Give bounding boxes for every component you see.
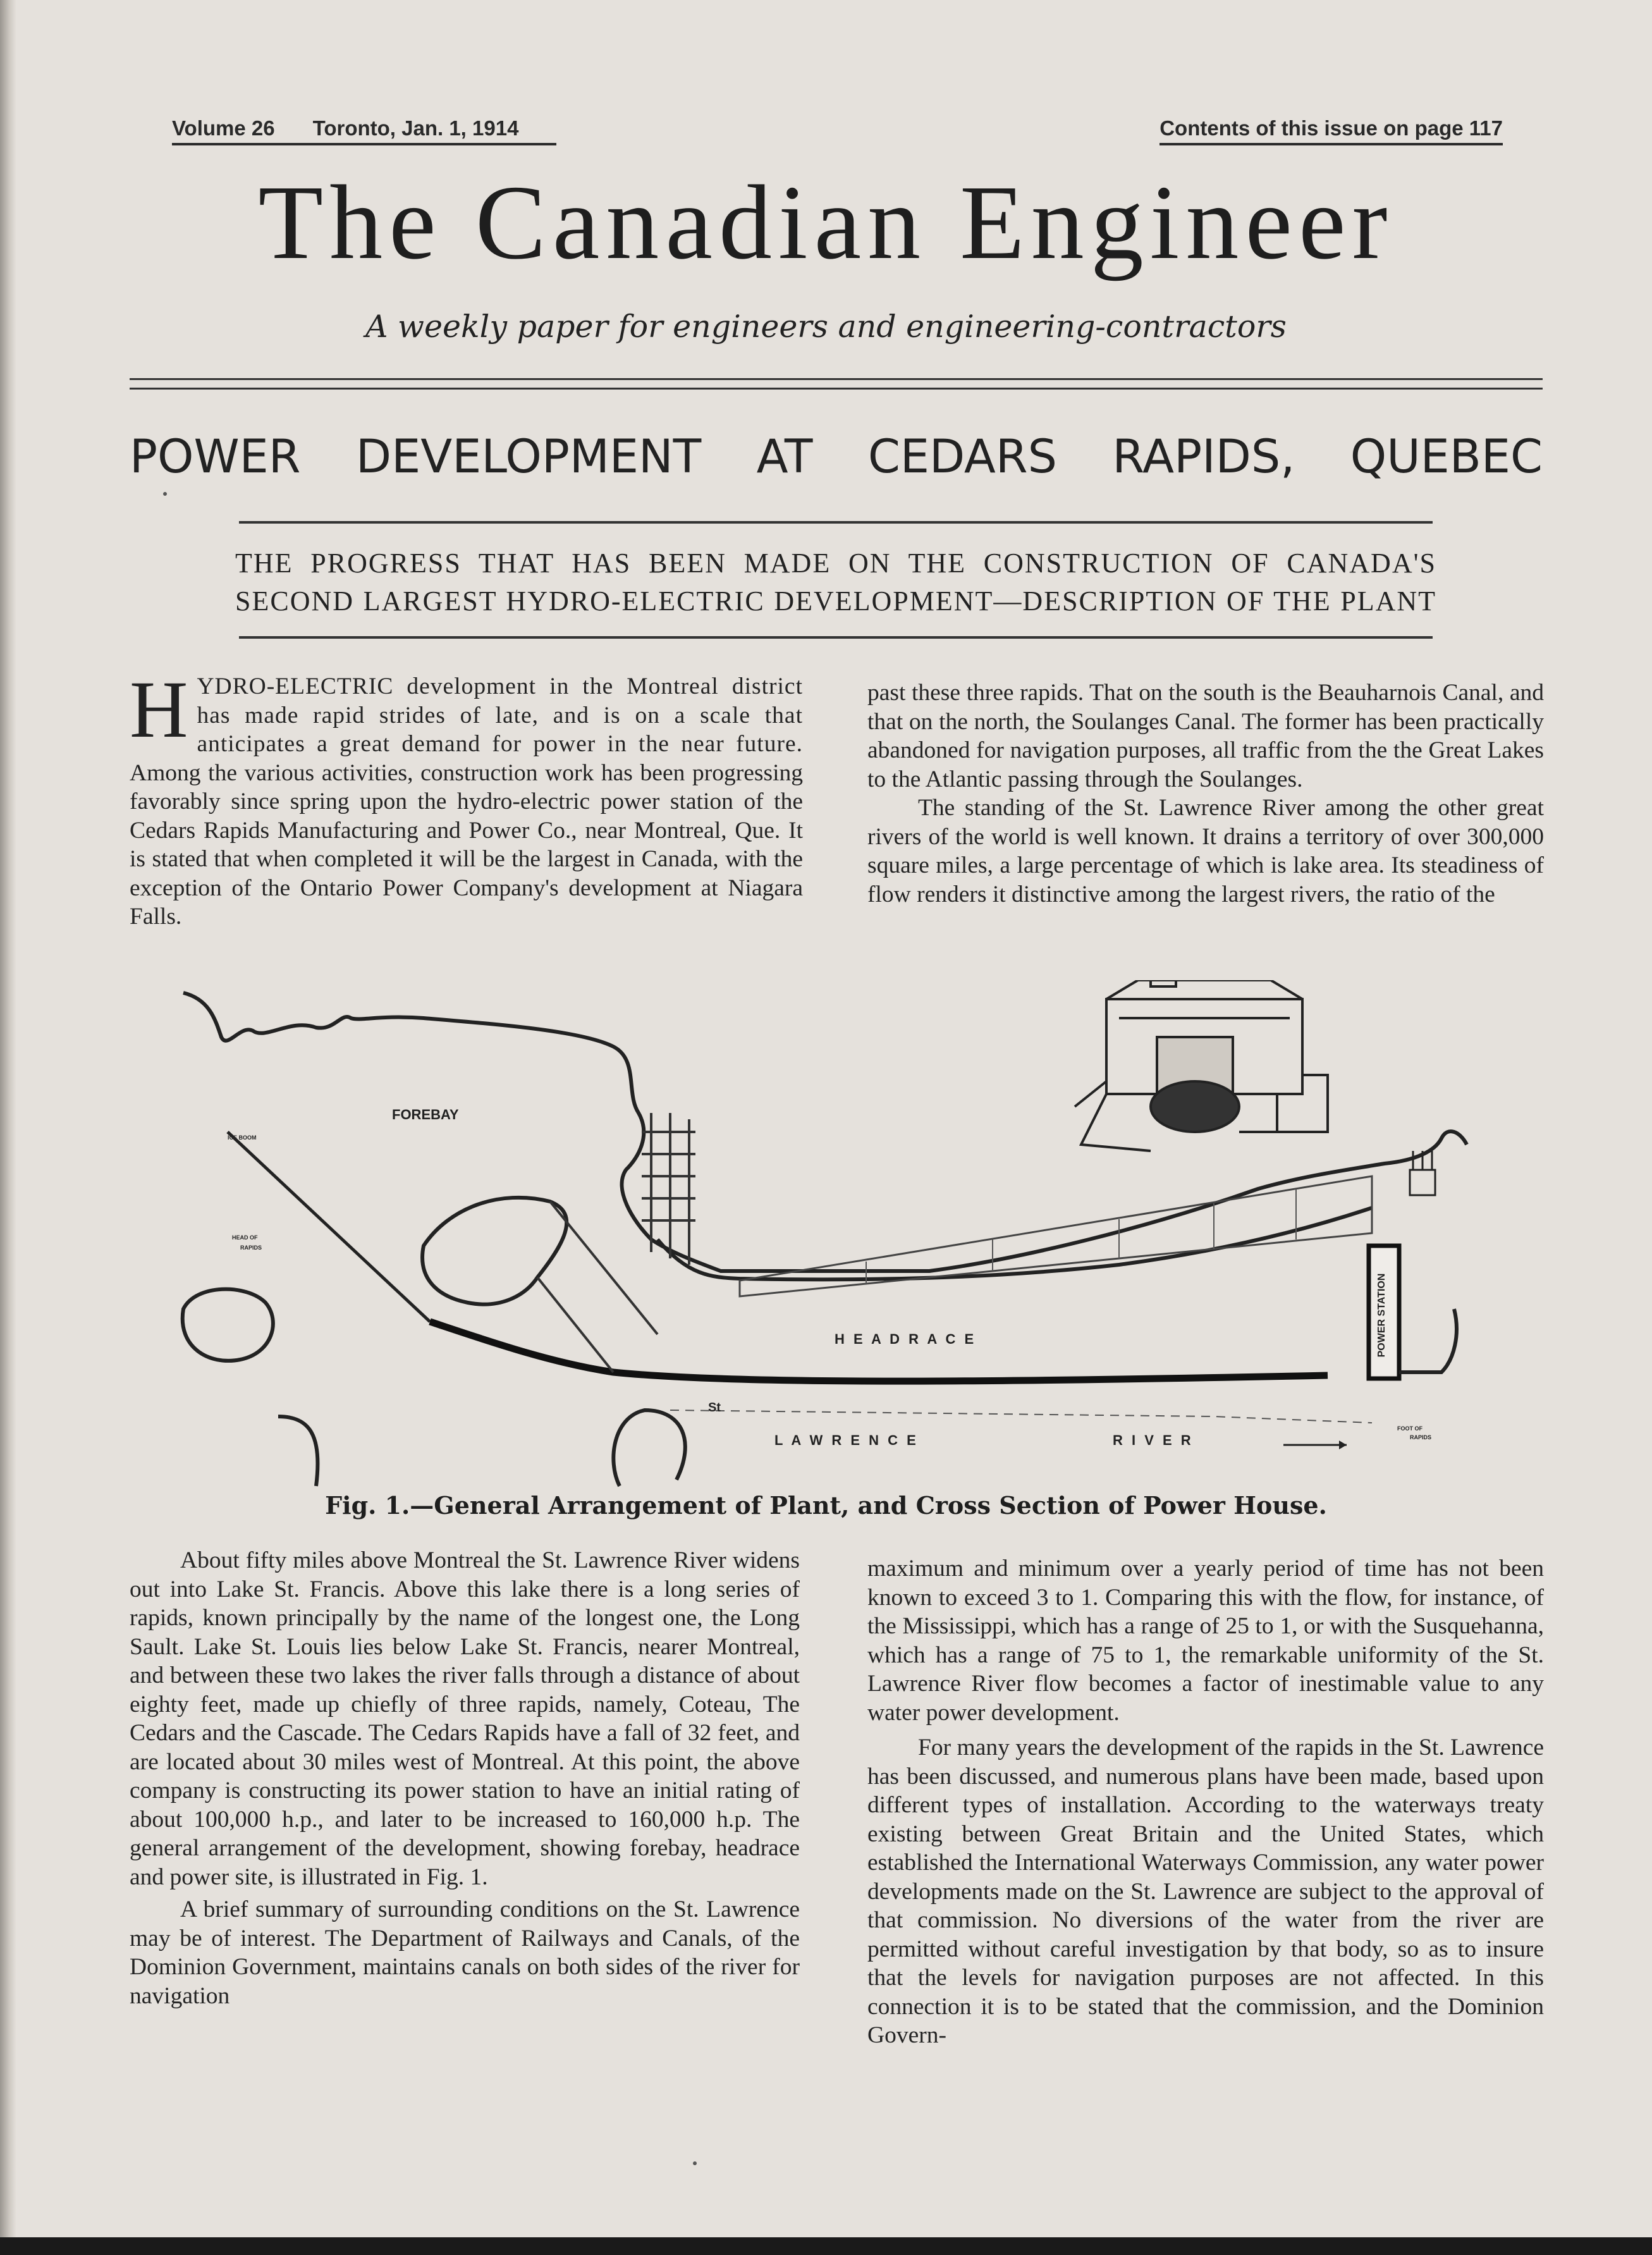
river-dashes xyxy=(670,1410,1372,1423)
plant-arrangement-figure xyxy=(171,980,1505,1492)
head-rapids-label: RAPIDS xyxy=(240,1244,262,1251)
article-headline: POWER DEVELOPMENT AT CEDARS RAPIDS, QUEBEC xyxy=(130,430,1543,484)
masthead-title: The Canadian Engineer xyxy=(258,164,1394,281)
intro-opening: YDRO-ELECTRIC development in the Montreal district has made rapid strides of late, and is on a scale that anticipates a great demand for power in the near future. xyxy=(197,673,803,757)
south-shore-west xyxy=(278,1416,318,1486)
deck-rule-bottom xyxy=(239,636,1433,639)
intro-paragraph: Among the various activities, construction work has been progressing favorably since spring upon the hydro-electric power station of the Cedars Rapids Manufacturing and Power Co., near Montreal, Que. It is stated that when completed it will be the largest in Canada, with the exception of the Ontario Power Company's development at Niagara Falls. xyxy=(130,759,803,930)
print-speck xyxy=(693,2161,697,2165)
powerhouse-cross-section xyxy=(1075,980,1328,1151)
place-date: Toronto, Jan. 1, 1914 xyxy=(312,116,519,140)
column-4 xyxy=(867,1554,1544,2050)
power-station-label: POWER STATION xyxy=(1376,1273,1387,1358)
column-1 xyxy=(130,665,803,931)
deck-rule-top xyxy=(239,521,1433,524)
masthead-rule xyxy=(130,378,1543,390)
paragraph: past these three rapids. That on the south is the Beauharnois Canal, and that on the north, the Soulanges Canal. The former has been practically abandoned for navigation purposes, all traffic from the the Great Lakes to the Atlantic passing through the Soulanges. xyxy=(867,680,1544,792)
paragraph: The standing of the St. Lawrence River among the other great rivers of the world is well known. It drains a territory of over 300,000 square miles, a large percentage of which is lake area. Its steadiness of flow renders it distinctive among the largest rivers, the ratio of the xyxy=(867,795,1544,907)
foot-of-label: FOOT OF xyxy=(1397,1425,1423,1432)
lawrence-label: L A W R E N C E xyxy=(774,1432,919,1448)
drop-cap: H xyxy=(130,665,188,754)
column-2 xyxy=(867,679,1544,909)
south-shore-middle xyxy=(613,1410,685,1486)
st-label: St xyxy=(708,1401,721,1415)
article-deck-line-1: THE PROGRESS THAT HAS BEEN MADE ON THE CONSTRUCTION OF CANADA'S xyxy=(235,548,1436,579)
column-3 xyxy=(130,1546,800,2010)
foot-rapids-label: RAPIDS xyxy=(1410,1434,1432,1441)
ice-boom-label: ICE BOOM xyxy=(228,1134,257,1141)
river-label: R I V E R xyxy=(1113,1432,1194,1448)
figure-caption: Fig. 1.—General Arrangement of Plant, and Cross Section of Power House. xyxy=(325,1491,1327,1520)
headrace-label: H E A D R A C E xyxy=(835,1331,977,1347)
masthead-tagline: A weekly paper for engineers and engineering-contractors xyxy=(365,309,1287,345)
print-speck xyxy=(163,492,167,496)
article-deck-line-2: SECOND LARGEST HYDRO-ELECTRIC DEVELOPMENT—DESCRIPTION OF THE PLANT xyxy=(235,586,1436,617)
tailrace-outlet xyxy=(1399,1309,1457,1372)
ice-boom-line xyxy=(228,1132,430,1322)
regulating-works xyxy=(642,1113,695,1265)
small-outbuildings xyxy=(1410,1151,1435,1195)
forebay-label: FOREBAY xyxy=(392,1107,459,1122)
volume-number: Volume 26 xyxy=(172,116,275,140)
scan-bottom-edge xyxy=(0,2237,1652,2255)
site-plan-drawing xyxy=(171,980,1505,1492)
contents-note: Contents of this issue on page 117 xyxy=(1159,116,1503,145)
paragraph: A brief summary of surrounding conditions on the St. Lawrence may be of interest. The Department of Railways and Canals, of the Dominion Government, maintains canals on both sides of the river for navigation xyxy=(130,1896,800,2009)
paragraph: maximum and minimum over a yearly period of time has not been known to exceed 3 to 1. Comparing this with the flow, for instance, of the Mississippi, which has a range of 25 to 1, or with the Susquehanna, which has a range of 75 to 1, the remarkable uniformity of the St. Lawrence River flow becomes a factor of inestimable value to any water power development. xyxy=(867,1556,1544,1726)
paragraph: About fifty miles above Montreal the St. Lawrence River widens out into Lake St. Francis. Above this lake there is a long series of rapids, known principally by the name of the longest one, the Long Sault. Lake St. Louis lies below Lake St. Francis, nearer Montreal, and between these two lakes the river falls through a distance of about eighty feet, made up chiefly of three rapids, namely, Coteau, The Cedars and the Cascade. The Cedars Rapids have a fall of 32 feet, and are located about 30 miles west of Montreal. At this point, the above company is constructing its power station to have an initial rating of about 100,000 h.p., and later to be increased to 160,000 h.p. The general arrangement of the development, showing forebay, headrace and power site, is illustrated in Fig. 1. xyxy=(130,1547,800,1890)
head-of-label: HEAD OF xyxy=(232,1234,258,1241)
paragraph: For many years the development of the rapids in the St. Lawrence has been discussed, and numerous plans have been made, based upon different types of installation. According to the waterways treaty existing between Great Britain and the United States, which established the International Waterways Commission, any water power developments made on the St. Lawrence are subject to the approval of that commission. No diversions of the water from the river are permitted without careful investigation by that body, so as to insure that the levels for navigation purposes are not affected. In this connection it is to be stated that the commission, and the Dominion Govern- xyxy=(867,1735,1544,2048)
west-island xyxy=(183,1289,273,1361)
issue-info xyxy=(172,116,556,145)
